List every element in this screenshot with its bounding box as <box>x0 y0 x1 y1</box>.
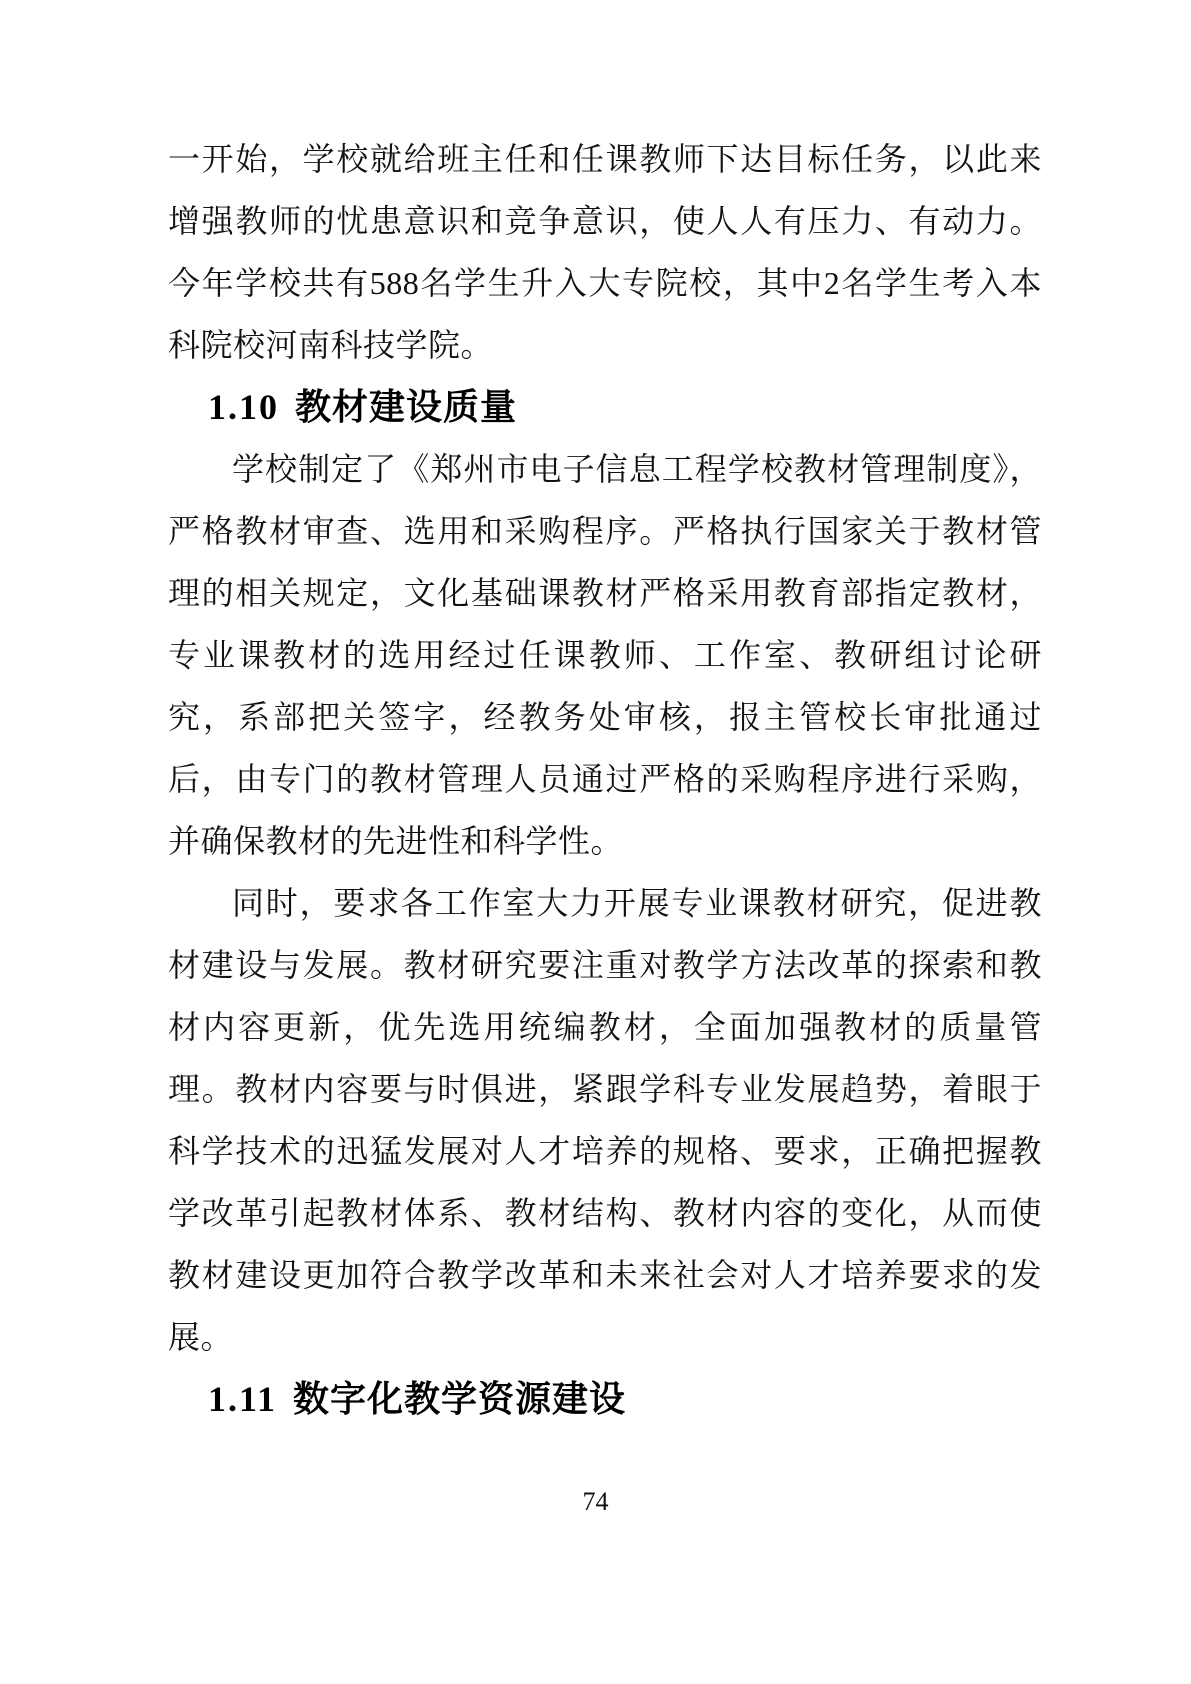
paragraph-textbook-research: 同时，要求各工作室大力开展专业课教材研究，促进教材建设与发展。教材研究要注重对教学方法改革的探索和教材内容更新，优先选用统编教材，全面加强教材的质量管理。教材内容要与时俱进，紧跟学科专业发展趋势，着眼于科学技术的迅猛发展对人才培养的规格、要求，正确把握教学改革引起教材体系、教材结构、教材内容的变化，从而使教材建设更加符合教学改革和未来社会对人才培养要求的发展。 <box>168 885 1042 1355</box>
page-footer <box>0 1487 1191 1517</box>
section-title: 数字化教学资源建设 <box>293 1378 627 1419</box>
section-title: 教材建设质量 <box>295 386 518 427</box>
page-number: 74 <box>582 1487 609 1516</box>
paragraph-continued: 一开始，学校就给班主任和任课教师下达目标任务，以此来增强教师的忧患意识和竞争意识，使人人有压力、有动力。今年学校共有588名学生升入大专院校，其中2名学生考入本科院校河南科技学院。 <box>168 141 1042 363</box>
section-heading-1-11 <box>208 1368 1042 1430</box>
section-heading-1-10 <box>208 376 1042 438</box>
section-number: 1.11 <box>208 1379 278 1419</box>
document-body <box>168 128 1042 1430</box>
section-number: 1.10 <box>208 387 279 427</box>
paragraph-textbook-management: 学校制定了《郑州市电子信息工程学校教材管理制度》，严格教材审查、选用和采购程序。严格执行国家关于教材管理的相关规定，文化基础课教材严格采用教育部指定教材，专业课教材的选用经过任课教师、工作室、教研组讨论研究，系部把关签字，经教务处审核，报主管校长审批通过后，由专门的教材管理人员通过严格的采购程序进行采购，并确保教材的先进性和科学性。 <box>168 451 1042 859</box>
